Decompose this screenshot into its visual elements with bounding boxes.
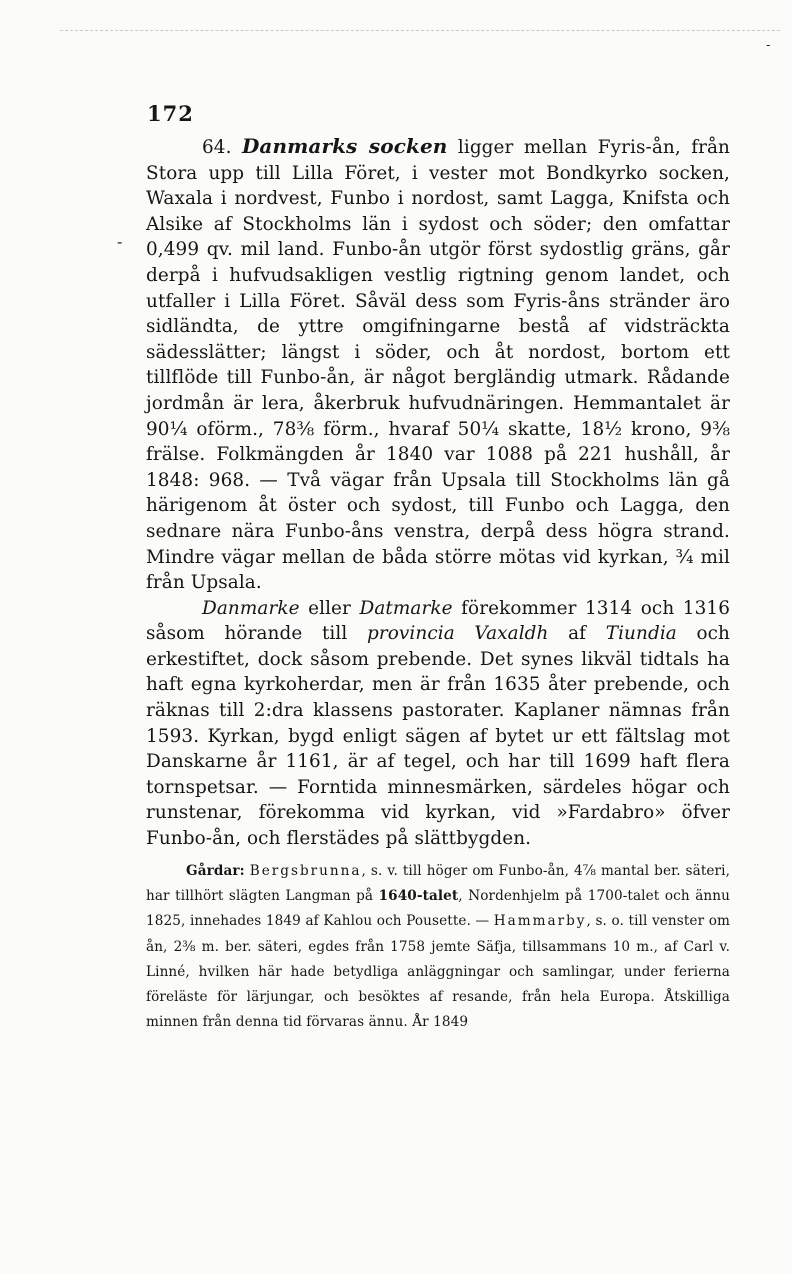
estate-text-3: , s. o. till venster om ån, 2⅜ m. ber. säteri, egdes från 1758 jemte Säfja, tillsammans 10 m., af Carl v. Linné, hvilken här hade betydliga anläggningar och samlingar, under ferierna föreläste för lärjungar, och besöktes af resande, från hela Europa. Åtskilliga minnen från denna tid förvaras ännu. År 1849 bbox=[146, 913, 730, 1031]
text-block bbox=[146, 134, 730, 1036]
gardar-label: Gårdar: bbox=[186, 862, 245, 879]
estate-bold-1: 1640-talet bbox=[378, 887, 459, 904]
gardar-paragraph bbox=[146, 859, 730, 1036]
provincia-name: provincia Vaxaldh bbox=[367, 623, 549, 645]
page-number: 172 bbox=[147, 101, 194, 126]
or-text: eller bbox=[299, 597, 360, 619]
entry-paragraph bbox=[146, 134, 730, 596]
tiundia-name: Tiundia bbox=[605, 623, 677, 645]
entry-text: ligger mellan Fyris-ån, från Stora upp till Lilla Föret, i vester mot Bondkyrko socken, Waxala i nordvest, Funbo i nordost, samt Lagga, Knifsta och Alsike af Stockholms län i sydost och söder; den omfattar 0,499 qv. mil land. Funbo-ån utgör först sydostlig gräns, går derpå i hufvudsakligen vestlig rigtning genom landet, och utfaller i Lilla Föret. Såväl dess som Fyris-åns stränder äro sidländta, de yttre omgifningarne bestå af vidsträckta sädesslätter; längst i söder, och åt nordost, bortom ett tillflöde till Funbo-ån, är något bergländig utmark. Rådande jordmån är lera, åkerbruk hufvudnäringen. Hemmantalet är 90¼ oförm., 78⅜ förm., hvaraf 50¼ skatte, 18½ krono, 9⅜ frälse. Folkmängden år 1840 var 1088 på 221 hushåll, år 1848: 968. — Två vägar från Upsala till Stockholms län gå härigenom åt öster och sydost, till Funbo och Lagga, den sednare nära Funbo-åns venstra, derpå dess högra strand. Mindre vägar mellan de båda större mötas vid kyrkan, ¾ mil från Upsala. bbox=[146, 137, 730, 594]
estate-text-1: , s. v. till höger om Funbo-ån, 4⅞ mantal ber. säteri, har tillhört slägten Langman på bbox=[146, 862, 731, 904]
name-danmarke: Danmarke bbox=[202, 597, 300, 619]
history-text-a: förekommer 1314 och 1316 såsom hörande till bbox=[146, 597, 731, 645]
estate-bergsbrunna: Bergsbrunna bbox=[249, 862, 362, 879]
history-text-c: och erkestiftet, dock såsom prebende. Det synes likväl tidtals ha haft egna kyrkoherdar, men är från 1635 åter prebende, och räknas till 2:dra klassens pastorater. Kaplaner nämnas från 1593. Kyrkan, bygd enligt sägen af bytet ur ett fältslag mot Danskarne år 1161, är af tegel, och har till 1699 haft flera tornspetsar. — Forntida minnesmärken, särdeles högar och runstenar, förekomma vid kyrkan, vid »Fardabro» öfver Funbo-ån, och flerstädes på slättbygden. bbox=[146, 623, 730, 850]
history-paragraph bbox=[146, 596, 730, 852]
left-margin-mark: - bbox=[117, 232, 123, 251]
estate-hammarby: Hammarby bbox=[493, 913, 587, 930]
right-margin-mark: - bbox=[766, 38, 771, 53]
paragraph-gap bbox=[146, 852, 730, 859]
history-text-b: af bbox=[548, 623, 606, 645]
entry-number: 64. bbox=[202, 137, 232, 158]
entry-title: Danmarks socken bbox=[241, 134, 448, 158]
estate-text-2: , Nordenhjelm på 1700-talet och ännu 1825, innehades 1849 af Kahlou och Pousette. — bbox=[146, 887, 730, 930]
name-datmarke: Datmarke bbox=[359, 597, 453, 619]
top-rule bbox=[60, 30, 780, 31]
